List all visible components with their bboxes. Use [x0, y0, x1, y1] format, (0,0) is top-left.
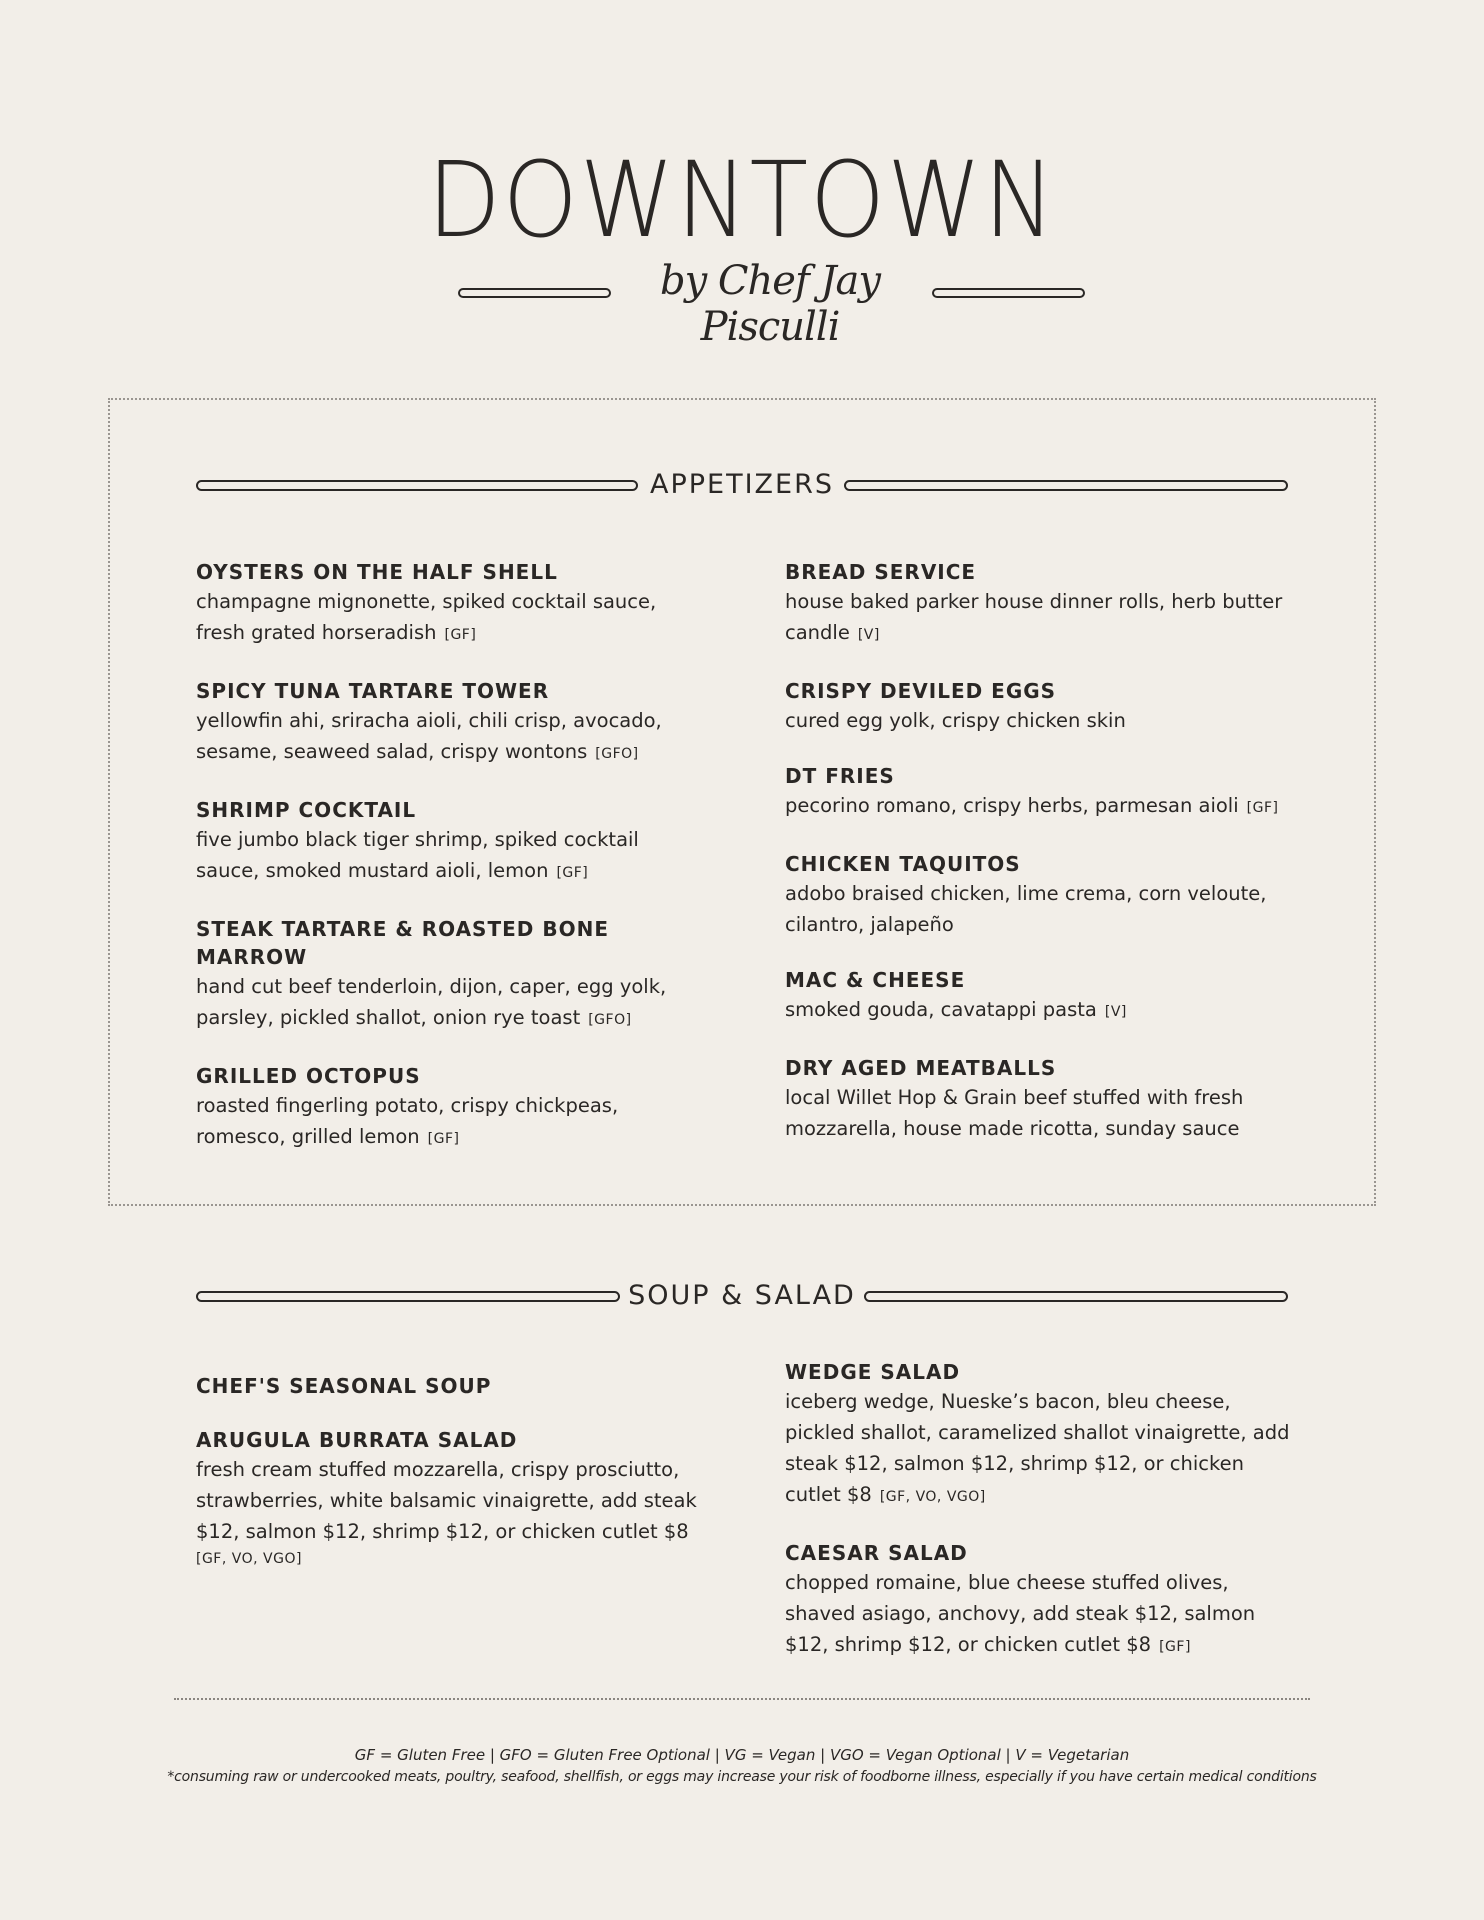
menu-item-description: chopped romaine, blue cheese stuffed olives, shaved asiago, anchovy, add steak $12, salmon $12, shrimp $12, or chicken cutlet $8 — [785, 1571, 1256, 1656]
menu-item-name: DT FRIES — [785, 764, 895, 788]
menu-item-description: adobo braised chicken, lime crema, corn veloute, cilantro, jalapeño — [785, 882, 1267, 936]
appetizers-right-column — [785, 558, 1295, 1170]
menu-item-description: local Willet Hop & Grain beef stuffed with fresh mozzarella, house made ricotta, sunday sauce — [785, 1086, 1244, 1140]
menu-item-description-block — [785, 586, 1295, 651]
dietary-tag: [GF] — [556, 865, 589, 881]
dietary-legend: GF = Gluten Free | GFO = Gluten Free Optional | VG = Vegan | VGO = Vegan Optional | V = Vegetarian — [354, 1746, 1130, 1764]
menu-item-description-block — [785, 878, 1295, 940]
menu-item — [196, 915, 706, 1036]
dietary-tag: [GF] — [1159, 1639, 1191, 1655]
menu-item-description: fresh cream stuffed mozzarella, crispy prosciutto, strawberries, white balsamic vinaigrette, add steak $12, salmon $12, shrimp $12, or chicken cutlet $8 — [196, 1458, 697, 1543]
menu-item-name: CAESAR SALAD — [785, 1541, 968, 1565]
soup-salad-right-column — [785, 1358, 1295, 1689]
menu-item-description-block — [785, 1567, 1295, 1663]
menu-item-description-block — [785, 1082, 1295, 1144]
menu-item — [196, 1426, 706, 1571]
dietary-tag: [GF, VO, VGO] — [196, 1551, 302, 1567]
menu-item-name: GRILLED OCTOPUS — [196, 1064, 421, 1088]
footer-divider — [174, 1698, 1310, 1700]
menu-item — [196, 558, 706, 651]
menu-item — [196, 1062, 706, 1155]
menu-item-description-block — [785, 1386, 1295, 1513]
menu-item-description: five jumbo black tiger shrimp, spiked cocktail sauce, smoked mustard aioli, lemon — [196, 828, 639, 882]
menu-item-name: DRY AGED MEATBALLS — [785, 1056, 1057, 1080]
signature-rule-left — [458, 288, 611, 298]
restaurant-title: DOWNTOWN — [427, 139, 1057, 261]
menu-item — [785, 677, 1295, 736]
menu-item-description: iceberg wedge, Nueske’s bacon, bleu cheese, pickled shallot, caramelized shallot vinaigrette, add steak $12, salmon $12, shrimp $12, or chicken cutlet $8 — [785, 1390, 1290, 1506]
menu-item — [785, 1358, 1295, 1513]
appetizers-heading-block — [196, 465, 1288, 505]
menu-header — [0, 0, 1484, 350]
menu-item-description: pecorino romano, crispy herbs, parmesan aioli — [785, 794, 1239, 817]
menu-item-description-block — [196, 705, 706, 770]
menu-item-description: smoked gouda, cavatappi pasta — [785, 998, 1097, 1021]
heading-rule-right — [864, 1291, 1288, 1302]
menu-item-description-block — [785, 790, 1295, 824]
soup-salad-heading: SOUP & SALAD — [628, 1280, 856, 1311]
appetizers-heading: APPETIZERS — [649, 469, 834, 500]
menu-item-description-block — [196, 1090, 706, 1155]
menu-item-description: hand cut beef tenderloin, dijon, caper, egg yolk, parsley, pickled shallot, onion rye toast — [196, 975, 667, 1029]
heading-rule-right — [844, 480, 1288, 491]
soup-salad-heading-block — [196, 1276, 1288, 1316]
signature-rule-right — [932, 288, 1085, 298]
menu-item-name: BREAD SERVICE — [785, 560, 977, 584]
food-safety-disclaimer: *consuming raw or undercooked meats, poultry, seafood, shellfish, or eggs may increase your risk of foodborne illness, especially if you have certain medical conditions — [167, 1769, 1317, 1785]
menu-item — [785, 966, 1295, 1028]
menu-item-description: house baked parker house dinner rolls, herb butter candle — [785, 590, 1283, 644]
dietary-tag: [V] — [857, 627, 880, 643]
menu-item-description-block — [196, 586, 706, 651]
dietary-tag: [GF] — [1246, 800, 1279, 816]
dietary-tag: [V] — [1104, 1004, 1127, 1020]
soup-salad-left-column — [196, 1372, 706, 1597]
menu-item-description: roasted fingerling potato, crispy chickpeas, romesco, grilled lemon — [196, 1094, 619, 1148]
menu-item — [196, 677, 706, 770]
menu-item — [785, 762, 1295, 824]
menu-item-name: SPICY TUNA TARTARE TOWER — [196, 679, 550, 703]
menu-item-description-block — [785, 994, 1295, 1028]
menu-item-name: CRISPY DEVILED EGGS — [785, 679, 1057, 703]
menu-item-name: OYSTERS ON THE HALF SHELL — [196, 560, 558, 584]
chef-signature: by Chef Jay Pisculli — [660, 258, 880, 350]
menu-item-name: CHICKEN TAQUITOS — [785, 852, 1021, 876]
dietary-tag: [GF, VO, VGO] — [879, 1489, 986, 1505]
menu-item — [196, 1372, 706, 1400]
menu-item-description-block — [196, 971, 706, 1036]
menu-item-name: ARUGULA BURRATA SALAD — [196, 1428, 518, 1452]
menu-item — [785, 558, 1295, 651]
menu-item-name: MAC & CHEESE — [785, 968, 966, 992]
menu-item — [785, 1539, 1295, 1663]
menu-item — [196, 796, 706, 889]
menu-item — [785, 1054, 1295, 1144]
menu-item-description-block — [196, 1454, 706, 1571]
dietary-tag: [GF] — [427, 1131, 460, 1147]
menu-item-description: yellowfin ahi, sriracha aioli, chili crisp, avocado, sesame, seaweed salad, crispy wontons — [196, 709, 662, 763]
appetizers-left-column — [196, 558, 706, 1181]
menu-item-description: cured egg yolk, crispy chicken skin — [785, 709, 1126, 732]
menu-item-name: WEDGE SALAD — [785, 1360, 961, 1384]
menu-item-description: champagne mignonette, spiked cocktail sauce, fresh grated horseradish — [196, 590, 657, 644]
menu-item-name: CHEF'S SEASONAL SOUP — [196, 1374, 492, 1398]
menu-item — [785, 850, 1295, 940]
dietary-tag: [GFO] — [595, 746, 639, 762]
menu-item-name: STEAK TARTARE & ROASTED BONE MARROW — [196, 917, 609, 969]
dietary-tag: [GF] — [444, 627, 477, 643]
menu-item-description-block — [196, 824, 706, 889]
menu-item-name: SHRIMP COCKTAIL — [196, 798, 417, 822]
menu-item-description-block — [785, 705, 1295, 736]
dietary-tag: [GFO] — [588, 1012, 632, 1028]
